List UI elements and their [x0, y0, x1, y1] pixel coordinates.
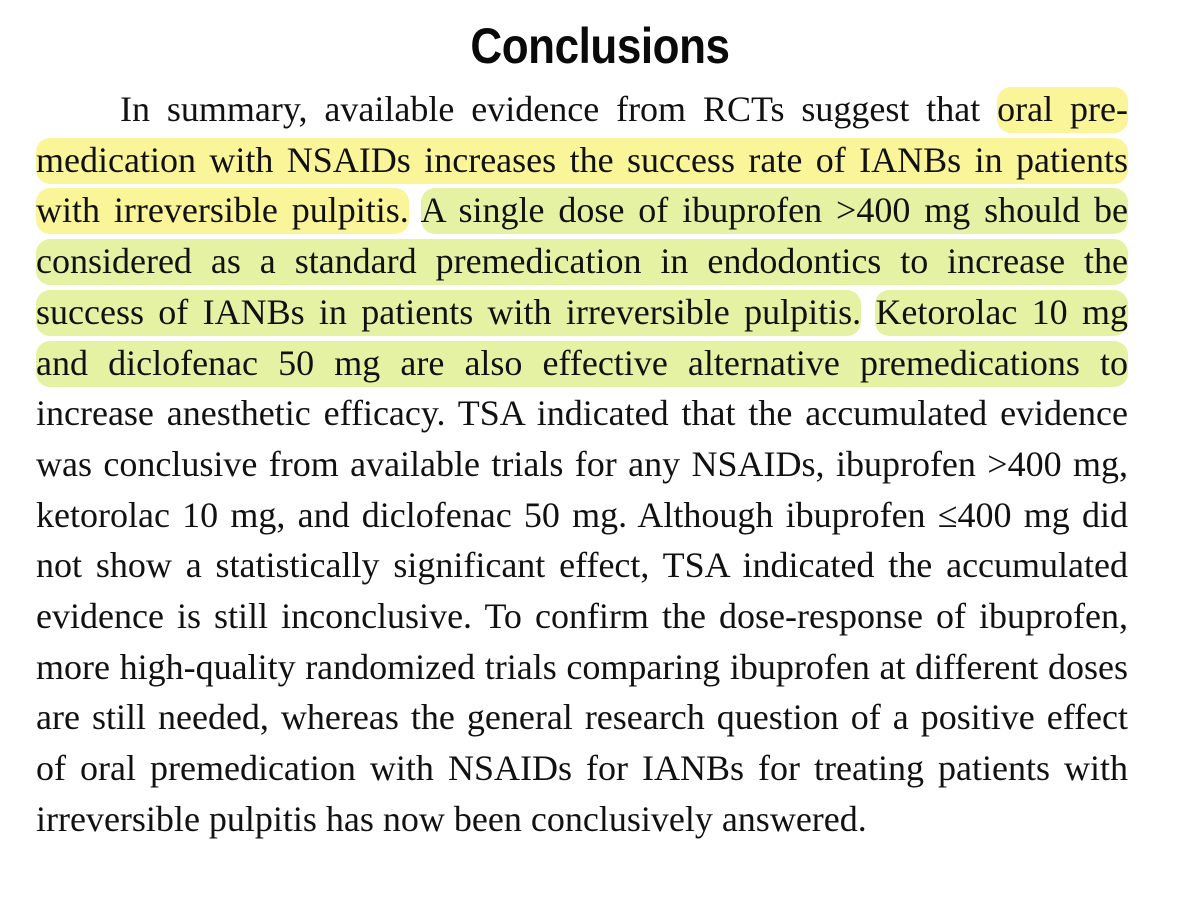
- text-space: [409, 190, 421, 230]
- text-intro: In summary, available evidence from RCTs suggest that: [120, 89, 998, 129]
- highlight-green-ketorolac-claim: Ketorolac 10 mg and diclofenac 50 mg are also effective alternative premedications to: [36, 290, 1128, 387]
- highlight-yellow-nsaids-claim: oral premedication with NSAIDs increases the success rate of IANBs in patients with irreversible pulpitis.: [36, 87, 1128, 234]
- highlight-green-ibuprofen-claim: A single dose of ibuprofen >400 mg should be considered as a standard premedication in endodontics to increase the success of IANBs in patients with irreversible pulpitis.: [36, 188, 1128, 335]
- conclusion-paragraph: [36, 84, 1128, 845]
- text-space: [861, 292, 875, 332]
- section-heading: Conclusions: [470, 18, 730, 74]
- text-body: increase anesthetic efficacy. TSA indicated that the accumulated evidence was conclusive from available trials for any NSAIDs, ibuprofen >400 mg, ketorolac 10 mg, and diclofenac 50 mg. Although ibuprofen ≤400 mg did not show a statistically significant effect, TSA indicated the accumulated evidence is still inconclusive. To confirm the dose-response of ibuprofen, more high-quality randomized trials comparing ibuprofen at different doses are still needed, whereas the general research question of a positive effect of oral premedication with NSAIDs for IANBs for treating patients with irreversible pulpitis has now been conclusively answered.: [36, 393, 1128, 839]
